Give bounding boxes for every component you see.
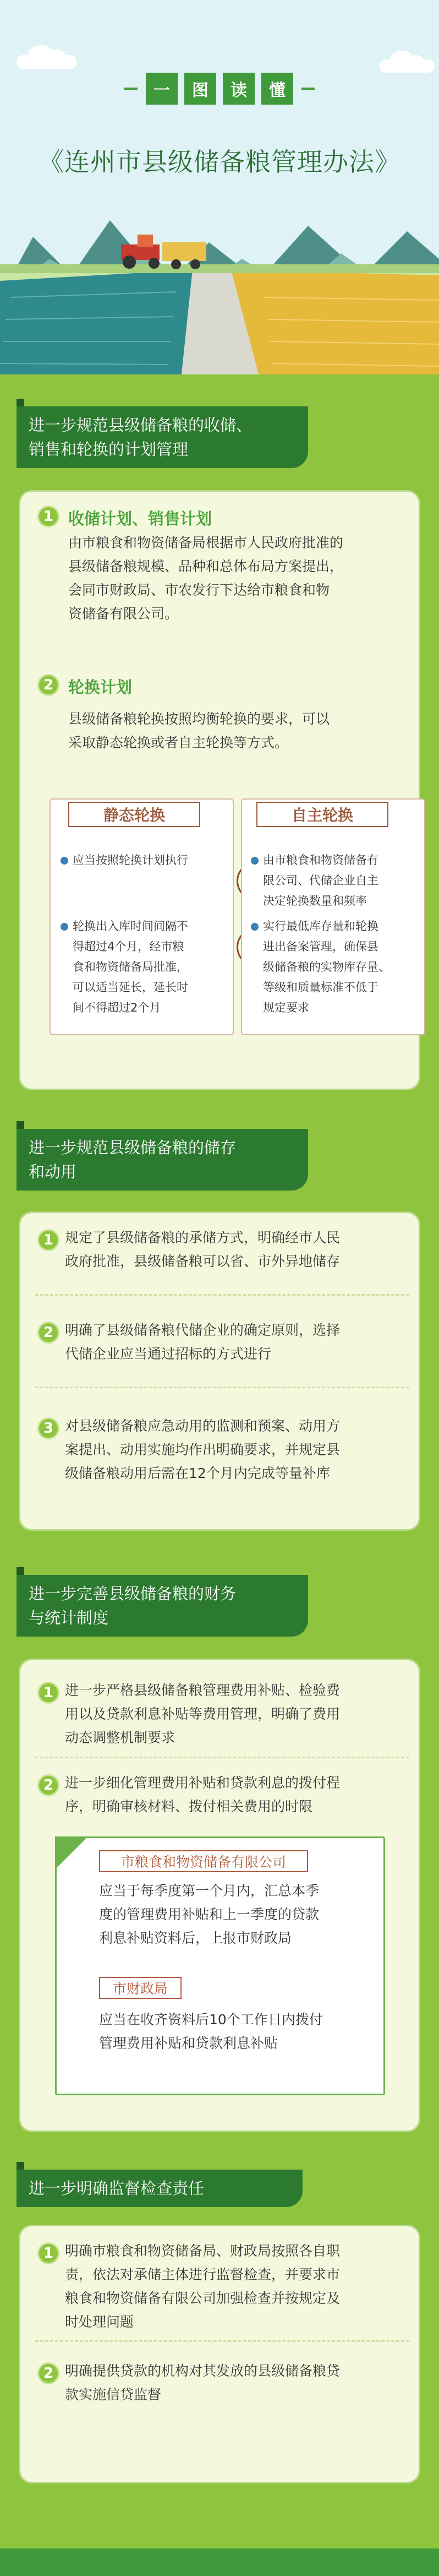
item-text: [65, 1771, 340, 1818]
company-label: 市粮食和物资储备有限公司: [99, 1850, 308, 1872]
section-header: [17, 1129, 308, 1191]
text-line: 规定要求: [263, 1001, 309, 1014]
divider: [35, 1387, 409, 1388]
item-text: [68, 707, 330, 754]
rotation-item: [263, 916, 390, 1018]
text-line: 县级储备粮规模、品种和总体布局方案提出，: [68, 558, 344, 574]
number-badge: 2: [37, 2362, 59, 2384]
text-line: 应当于每季度第一个月内，汇总本季: [99, 1883, 320, 1899]
divider: [35, 1757, 409, 1758]
text-line: 资储备有限公司。: [68, 606, 179, 622]
section-header: [17, 406, 308, 468]
dash-icon: [300, 73, 316, 105]
number-badge: 1: [37, 1229, 59, 1251]
item-text: [65, 1678, 340, 1749]
text-line: 用以及贷款利息补贴等费用管理，明确了费用: [65, 1706, 341, 1722]
footer-band: [0, 2548, 439, 2576]
text-line: 进出备案管理，确保县: [263, 940, 378, 953]
text-line: 由市粮食和物资储备有: [263, 854, 378, 867]
item-title: 收储计划、销售计划: [68, 509, 212, 528]
tractor-icon: [116, 231, 226, 270]
number-badge: 3: [37, 1417, 59, 1439]
header-tag: 一: [146, 73, 178, 105]
bullet-icon: [251, 857, 259, 865]
item-text: [65, 1318, 340, 1366]
text-line: 明确市粮食和物资储备局、财政局按照各自职: [65, 2243, 341, 2259]
divider: [35, 1294, 409, 1296]
text-line: 粮食和物资储备有限公司加强检查并按规定及: [65, 2290, 341, 2306]
rotation-item: [73, 850, 188, 871]
text-line: 进一步严格县级储备粮管理费用补贴、检验费: [65, 1682, 341, 1698]
bullet-icon: [61, 923, 68, 931]
text-line: 等级和质量标准不低于: [263, 981, 378, 994]
item-text: [65, 1414, 340, 1485]
text-line: 时处理问题: [65, 2314, 134, 2330]
rotation-item: [263, 850, 378, 911]
text-line: 由市粮食和物资储备局根据市人民政府批准的: [68, 535, 344, 551]
item-text: [68, 531, 343, 626]
header-tag: 读: [223, 73, 255, 105]
section-header: [17, 2170, 303, 2207]
text-line: 责，依法对承储主体进行监督检查，并要求市: [65, 2267, 341, 2282]
section-title-line: 进一步完善县级储备粮的财务: [29, 1584, 237, 1603]
item-text: [65, 1226, 340, 1273]
auto-rotation-label: 自主轮换: [256, 802, 388, 827]
number-badge: 1: [37, 506, 59, 528]
bullet-icon: [251, 923, 259, 931]
item-text: [65, 2359, 340, 2406]
text-line: 政府批准，县级储备粮可以省、市外异地储存: [65, 1253, 341, 1269]
bullet-icon: [61, 857, 68, 865]
text-line: 食和物资储备局批准，: [73, 960, 188, 974]
section-title-line: 进一步规范县级储备粮的储存: [29, 1138, 237, 1157]
section-title-line: 销售和轮换的计划管理: [29, 440, 189, 459]
header-illustration: [0, 0, 439, 374]
text-line: 决定轮换数量和频率: [263, 894, 367, 907]
text-line: 对县级储备粮应急动用的监测和预案、动用方: [65, 1418, 341, 1434]
divider: [35, 2340, 409, 2342]
text-line: 序，明确审核材料、拨付相关费用的时限: [65, 1798, 313, 1814]
text-line: 度的管理费用补贴和上一季度的贷款: [99, 1906, 320, 1922]
text-line: 实行最低库存量和轮换: [263, 920, 378, 933]
text-line: 级储备粮的实物库存量、: [263, 960, 390, 974]
text-line: 代储企业应当通过招标的方式进行: [65, 1346, 272, 1362]
text-line: 案提出、动用实施均作出明确要求，并规定县: [65, 1442, 341, 1458]
number-badge: 2: [37, 1322, 59, 1344]
number-badge: 1: [37, 2242, 59, 2264]
static-rotation-label: 静态轮换: [68, 802, 200, 827]
text-line: 轮换出入库时间间隔不: [73, 920, 188, 933]
text-line: 限公司、代储企业自主: [263, 874, 378, 887]
text-line: 明确了县级储备粮代储企业的确定原则，选择: [65, 1322, 341, 1338]
rotation-item: [73, 916, 188, 1018]
text-line: 进一步细化管理费用补贴和贷款利息的拨付程: [65, 1775, 341, 1791]
page-title: 《连州市县级储备粮管理办法》: [39, 147, 400, 177]
header-tag: 图: [184, 73, 216, 105]
corner-fold-icon: [55, 1836, 88, 1869]
text-line: 县级储备粮轮换按照均衡轮换的要求，可以: [68, 711, 330, 727]
text-line: 应当按照轮换计划执行: [73, 854, 188, 867]
text-line: 级储备粮动用后需在12个月内完成等量补库: [65, 1465, 330, 1481]
finance-bureau-text: [99, 2008, 323, 2055]
text-line: 应当在收齐资料后10个工作日内拨付: [99, 2012, 323, 2028]
finance-bureau-label: 市财政局: [99, 1977, 182, 1999]
section-title-line: 进一步明确监督检查责任: [29, 2179, 205, 2198]
item-title: 轮换计划: [68, 678, 133, 697]
cloud-icon: [380, 59, 435, 73]
text-line: 采取静态轮换或者自主轮换等方式。: [68, 735, 289, 751]
item-text: [65, 2239, 340, 2334]
text-line: 间不得超过2个月: [73, 1001, 161, 1014]
text-line: 得超过4个月，经市粮: [73, 940, 184, 953]
text-line: 利息补贴资料后，上报市财政局: [99, 1930, 292, 1946]
section-header: [17, 1575, 308, 1637]
number-badge: 2: [37, 674, 59, 696]
company-text: [99, 1879, 319, 1950]
text-line: 款实施信贷监督: [65, 2387, 162, 2403]
text-line: 可以适当延长，延长时: [73, 981, 188, 994]
text-line: 明确提供贷款的机构对其发放的县级储备粮贷: [65, 2363, 341, 2379]
dash-icon: [123, 73, 139, 105]
cloud-icon: [17, 55, 77, 69]
finance-process-box: [55, 1836, 385, 2095]
text-line: 会同市财政局、市农发行下达给市粮食和物: [68, 582, 330, 598]
section-title-line: 进一步规范县级储备粮的收储、: [29, 416, 253, 434]
number-badge: 1: [37, 1682, 59, 1704]
section-title-line: 和动用: [29, 1162, 77, 1181]
text-line: 动态调整机制要求: [65, 1730, 175, 1746]
section-title-line: 与统计制度: [29, 1608, 109, 1627]
number-badge: 2: [37, 1774, 59, 1796]
text-line: 规定了县级储备粮的承储方式，明确经市人民: [65, 1230, 341, 1246]
header-tags: [0, 73, 439, 105]
text-line: 管理费用补贴和贷款利息补贴: [99, 2035, 278, 2051]
farm-field-illustration: [0, 264, 439, 374]
header-tag: 懂: [261, 73, 293, 105]
